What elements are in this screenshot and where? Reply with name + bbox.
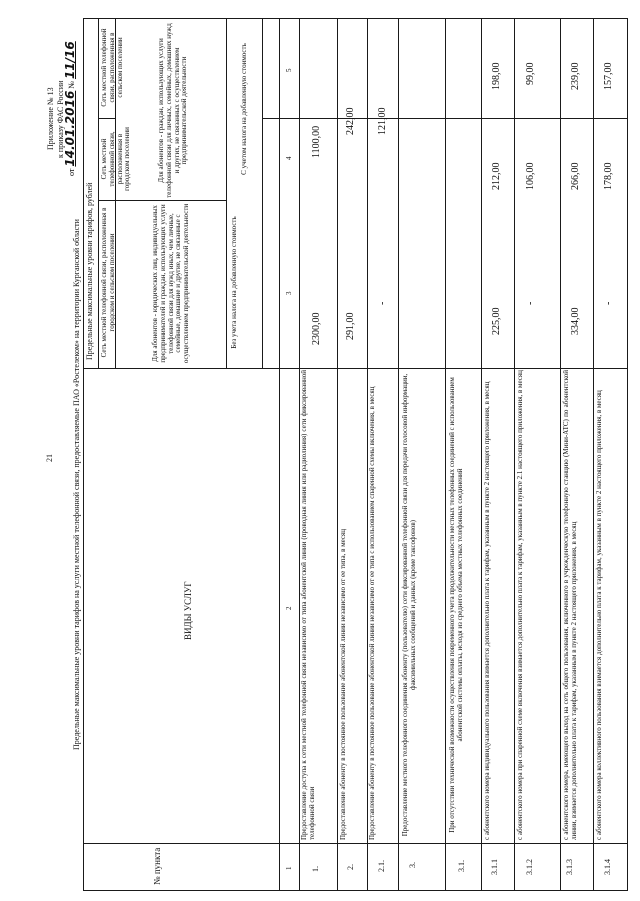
row-value-c4: 121,00 [377, 107, 388, 135]
row-line-314 [593, 18, 594, 891]
row-line-2 [337, 18, 338, 891]
row-value-c5: 239,00 [570, 62, 581, 90]
appendix-date-line [64, 41, 77, 176]
header-subscriber-1: Для абонентов - юридических лиц, индивидуальных предпринимателей и граждан, использующих услуги телефонной связи для нужд иных, чем личные, семейные, домашние и другие, не связанные с осуществлением предпринимательской деятельности [151, 203, 191, 364]
table-border-top [83, 18, 628, 19]
header-network-1: Сеть местной телефонной связи, расположенная в городском и сельском поселении [100, 207, 116, 358]
col-number-4: 4 [285, 156, 293, 160]
header-network-2: Сеть местной телефонной связи, расположенная в городском поселении [100, 127, 132, 191]
network-split-a [98, 118, 115, 119]
col-number-5: 5 [285, 68, 293, 72]
col-number-3: 3 [285, 291, 293, 295]
row-line-311 [481, 18, 482, 891]
row-service: с абонентского номера при спаренной схеме включения взимается дополнительно плата к тарифам, указанным в пункте 2.1 настоящего приложения, в месяц [516, 370, 524, 840]
row-point: 3.1.3 [565, 859, 574, 875]
col-number-1: 1 [285, 866, 293, 870]
row-point: 2. [346, 864, 355, 870]
header-services: ВИДЫ УСЛУГ [183, 581, 193, 640]
row-value-c4: 106,00 [525, 162, 536, 190]
row-point: 3.1.2 [525, 859, 534, 875]
row-line-31 [445, 18, 446, 891]
header-subscriber-2: Для абонентов - граждан, использующих услуги телефонной связи для личных, семейных, домашних нужд и других, не связанных с осуществлением предпринимательской деятельности [157, 23, 189, 198]
page-number: 21 [45, 454, 54, 462]
table-border-left [83, 18, 84, 891]
table-border-bottom [83, 890, 628, 891]
row-service: Предоставление доступа к сети местной телефонной связи независимо от типа абонентской линии (проводная линия или радиолиния) сети фиксированной телефонной связи [300, 370, 316, 840]
row-point: 3. [408, 862, 417, 868]
row-value-c4: 212,00 [491, 162, 502, 190]
row-value-c3: 334,00 [570, 307, 581, 335]
table-border-right [627, 18, 628, 891]
row-point: 3.1.4 [603, 859, 612, 875]
row-line-312 [514, 18, 515, 891]
number-value: 11/16 [63, 41, 77, 80]
row-point: 3.1.1 [490, 859, 499, 875]
row-value-c3: - [377, 301, 388, 305]
subscriber-split [98, 200, 226, 201]
col-split-point [83, 843, 628, 844]
date-prefix: от [67, 168, 76, 176]
subscriber-header-line [226, 18, 227, 368]
header-tariff-group: Предельные максимальные уровни тарифов, рублей [85, 182, 94, 360]
header-vat-included: С учетом налога на добавленную стоимость [240, 43, 248, 175]
row-service: с абонентского номера индивидуального пользования взимается дополнительно плата к тарифам, указанным в пункте 2 настоящего приложения, в месяц [483, 381, 491, 840]
row-service-visible: с абонентского номера, имеющего выход на сеть общего пользования, включенного в учрежденческую телефонную станцию (Мини-АТС) по абонентской линии, взимается дополнительно плата к тарифам, указанным в пункте 2 настоящего приложения, в месяц [562, 370, 578, 840]
row-line-3 [398, 18, 399, 891]
number-prefix: № [67, 81, 76, 89]
header-vat-excluded: Без учета налога на добавленную стоимость [230, 216, 238, 349]
row-value-c4: 1100,00 [311, 125, 322, 158]
row-value-c5: 99,00 [525, 62, 536, 85]
row-value-c3: - [525, 301, 536, 305]
header-point-number: № пункта [152, 847, 162, 885]
row-value-c4: 178,00 [603, 162, 614, 190]
row-point: 3.1. [457, 860, 466, 872]
row-service: Предоставление абоненту в постоянное пользование абонентской линии независимо от ее типа с использованием спаренной схемы включения, в месяц [368, 386, 376, 840]
vat-header-line [262, 18, 263, 368]
col-split-4-5 [440, 118, 627, 119]
row-value-c3: 225,00 [491, 307, 502, 335]
row-line-313 [560, 18, 561, 891]
row-value-c3: 2300,00 [311, 312, 322, 345]
row-value-c5: 157,00 [603, 62, 614, 90]
date-value: 14.01.2016 [63, 90, 77, 167]
row-service: Предоставление абоненту в постоянное пользование абонентской линии независимо от ее типа, в месяц [339, 529, 347, 840]
row-value-c3: 291,00 [345, 312, 356, 340]
col-split-service [83, 368, 628, 369]
row-point: 2.1. [377, 860, 386, 872]
header-network-3: Сеть местной телефонной связи, расположенная в сельском поселении [100, 28, 124, 107]
col-number-2: 2 [285, 606, 293, 610]
appendix-title: Приложение № 13 [46, 87, 55, 150]
row-service: с абонентского номера коллективного пользования взимается дополнительно плата к тарифам, указанным в пункте 2 настоящего приложения, в месяц [595, 390, 603, 840]
row-value-c4: 266,00 [570, 162, 581, 190]
appendix-order-ref: к приказу ФАС России [56, 80, 65, 158]
row-value-c4: 242,00 [345, 107, 356, 135]
tariff-header-line [98, 18, 99, 368]
row-value-c3: - [603, 301, 614, 305]
col-number-line [279, 18, 280, 891]
document-heading: Предельные максимальные уровни тарифов на услуги местной телефонной связи, предоставляемые ПАО «Ростелеком» на территории Курганской области [72, 219, 81, 750]
row-service: Предоставление местного телефонного соединения абоненту (пользователю) сети фиксированной телефонной связи для передачи голосовой информации, факсимильных сообщений и данных (кроме таксофонов) [401, 373, 417, 837]
row-point: 1. [311, 866, 320, 872]
row-service: При отсутствии технической возможности осуществления повременного учета продолжительности местных телефонных соединений с использованием абонентской системы оплаты, исходя из среднего объема местных телефонных соединений [448, 377, 464, 833]
row-value-c5: 198,00 [491, 62, 502, 90]
